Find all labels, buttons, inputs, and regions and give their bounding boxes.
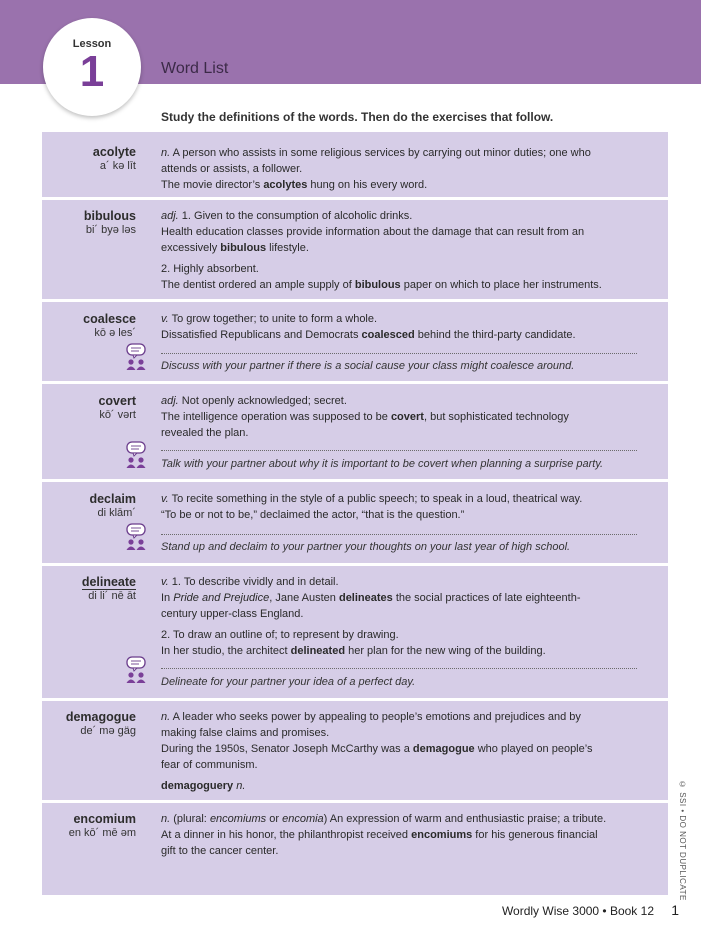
entry-pronunciation: bi´ byə ləs — [85, 224, 136, 236]
entry-text-line: attends or assists, a follower. — [161, 163, 303, 175]
entry-text-line: “To be or not to be,” declaimed the actor, “that is the question.” — [161, 509, 465, 521]
entry-text-line: excessively bibulous lifestyle. — [161, 242, 309, 254]
entry-word: acolyte — [92, 145, 136, 159]
entry-covert — [42, 384, 668, 482]
partner-prompt: Discuss with your partner if there is a social cause your class might coalesce around. — [161, 360, 575, 372]
entry-text-line: gift to the cancer center. — [161, 845, 279, 857]
entry-text-line: v. 1. To describe vividly and in detail. — [161, 576, 339, 588]
entry-text-line: n. (plural: encomiums or encomia) An expression of warm and enthusiastic praise; a tribute. — [161, 813, 607, 825]
entry-text-line: n. A person who assists in some religious services by carrying out minor duties; one who — [161, 147, 591, 159]
partner-prompt: Talk with your partner about why it is important to be covert when planning a surprise party. — [161, 458, 604, 470]
entry-word: demagogue — [65, 710, 136, 724]
lesson-number: 1 — [79, 47, 105, 96]
entry-text-line: At a dinner in his honor, the philanthropist received encomiums for his generous financial — [161, 829, 598, 841]
page-number: 1 — [671, 902, 679, 918]
dotted-divider — [161, 353, 637, 354]
entry-text-line: The intelligence operation was supposed to be covert, but sophisticated technology — [161, 411, 569, 423]
entry-encomium — [42, 803, 668, 898]
entry-pronunciation: en kō´ mē əm — [68, 827, 136, 839]
entry-text-line: The movie director’s acolytes hung on his every word. — [161, 179, 428, 191]
page-title: Word List — [161, 60, 229, 77]
entry-bibulous — [42, 200, 668, 302]
entry-text-line: During the 1950s, Senator Joseph McCarthy was a demagogue who played on people’s — [161, 743, 593, 755]
lesson-badge — [43, 18, 141, 116]
entry-text-line: 2. To draw an outline of; to represent by drawing. — [161, 629, 399, 641]
entry-pronunciation: kō ə les´ — [94, 327, 136, 339]
entry-word: declaim — [89, 492, 136, 506]
entry-coalesce — [42, 302, 668, 384]
entry-text-line: In Pride and Prejudice, Jane Austen delineates the social practices of late eighteenth- — [161, 592, 581, 604]
entry-pronunciation: de´ mə gäg — [80, 725, 136, 737]
entry-text-line: adj. Not openly acknowledged; secret. — [161, 395, 347, 407]
entry-text-line: 2. Highly absorbent. — [161, 263, 259, 275]
entry-text-line: Dissatisfied Republicans and Democrats coalesced behind the third-party candidate. — [161, 329, 576, 341]
partner-prompt: Stand up and declaim to your partner your thoughts on your last year of high school. — [161, 541, 571, 553]
entry-text-line: demagoguery n. — [161, 780, 246, 792]
dotted-divider — [161, 668, 637, 669]
entry-delineate — [42, 566, 668, 701]
entry-pronunciation: di klām´ — [97, 507, 136, 519]
partner-talk-icon — [124, 523, 148, 555]
book-title: Wordly Wise 3000 • Book 12 — [501, 904, 654, 918]
entry-text-line: fear of communism. — [161, 759, 258, 771]
lesson-label: Lesson — [72, 38, 112, 50]
entry-text-line: n. A leader who seeks power by appealing to people’s emotions and prejudices and by — [161, 711, 581, 723]
entry-text-line: revealed the plan. — [161, 427, 249, 439]
entry-demagogue — [42, 701, 668, 803]
entry-word: encomium — [73, 812, 136, 826]
entry-pronunciation: di li´ nē āt — [88, 590, 136, 602]
entry-text-line: v. To recite something in the style of a public speech; to speak in a loud, theatrical way. — [161, 493, 583, 505]
dotted-divider — [161, 450, 637, 451]
partner-talk-icon — [124, 656, 148, 688]
dotted-divider — [161, 534, 637, 535]
entry-text-line: century upper-class England. — [161, 608, 304, 620]
entry-pronunciation: kō´ vərt — [99, 409, 136, 421]
partner-talk-icon — [124, 441, 148, 473]
entry-text-line: v. To grow together; to unite to form a whole. — [161, 313, 378, 325]
entry-acolyte — [42, 132, 668, 200]
entry-text-line: In her studio, the architect delineated her plan for the new wing of the building. — [161, 645, 546, 657]
copyright-notice: © SSI • DO NOT DUPLICATE — [678, 780, 687, 901]
partner-prompt: Delineate for your partner your idea of a perfect day. — [161, 676, 416, 688]
entry-word: covert — [98, 394, 136, 408]
entry-text-line: making false claims and promises. — [161, 727, 330, 739]
partner-talk-icon — [124, 343, 148, 375]
entry-word: bibulous — [83, 209, 136, 223]
entry-word: delineate — [81, 575, 136, 589]
entry-pronunciation: a´ kə līt — [99, 160, 136, 172]
entry-text-line: The dentist ordered an ample supply of bibulous paper on which to place her instruments. — [161, 279, 602, 291]
entry-text-line: adj. 1. Given to the consumption of alcoholic drinks. — [161, 210, 413, 222]
entry-word: coalesce — [83, 312, 136, 326]
entry-declaim — [42, 482, 668, 566]
entry-text-line: Health education classes provide information about the damage that can result from an — [161, 226, 585, 238]
intro-text: Study the definitions of the words. Then do the exercises that follow. — [161, 110, 554, 124]
